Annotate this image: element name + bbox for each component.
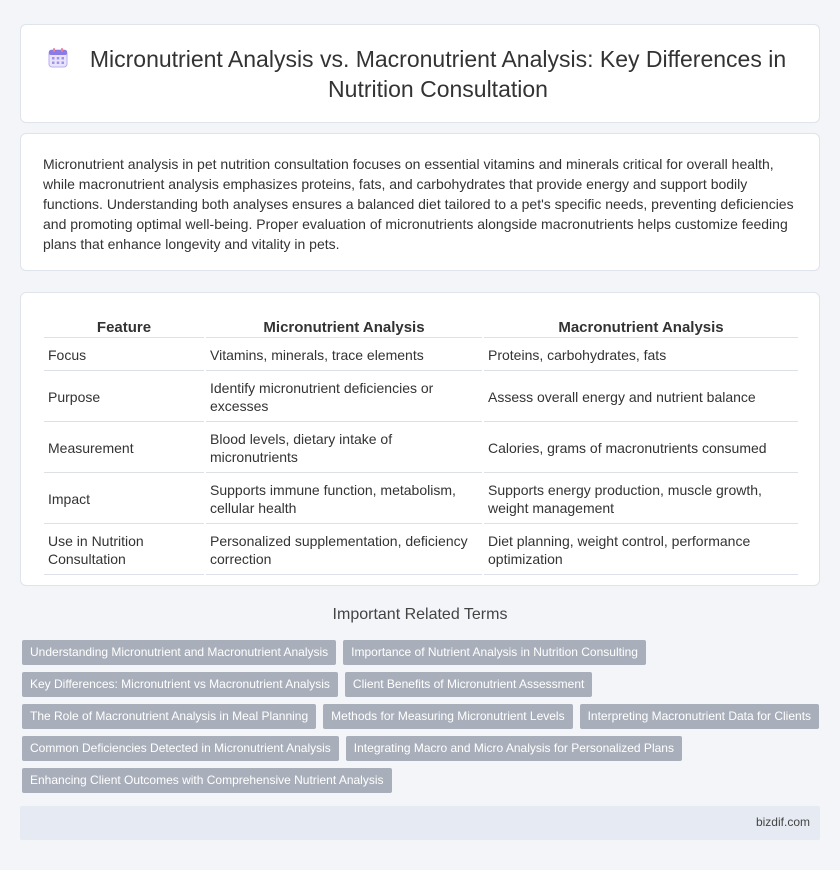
feature-cell: Purpose xyxy=(44,373,204,422)
related-term-link[interactable]: Interpreting Macronutrient Data for Clients xyxy=(580,704,819,729)
related-term-link[interactable]: Key Differences: Micronutrient vs Macronutrient Analysis xyxy=(22,672,338,697)
related-terms-heading: Important Related Terms xyxy=(332,606,508,623)
feature-cell: Impact xyxy=(44,475,204,524)
footer xyxy=(20,806,820,840)
micronutrient-cell: Blood levels, dietary intake of micronutrients xyxy=(206,424,482,473)
micronutrient-cell: Personalized supplementation, deficiency correction xyxy=(206,526,482,575)
related-term-link[interactable]: Methods for Measuring Micronutrient Levels xyxy=(323,704,572,729)
table-row xyxy=(44,373,798,422)
table-row xyxy=(44,340,798,371)
table-row xyxy=(44,424,798,473)
related-terms-list xyxy=(22,640,822,793)
table-row xyxy=(44,475,798,524)
related-term-link[interactable]: Client Benefits of Micronutrient Assessment xyxy=(345,672,592,697)
related-term-link[interactable]: Enhancing Client Outcomes with Comprehensive Nutrient Analysis xyxy=(22,768,392,793)
header-feature: Feature xyxy=(44,317,204,338)
intro-card xyxy=(20,133,820,271)
related-term-link[interactable]: The Role of Macronutrient Analysis in Meal Planning xyxy=(22,704,316,729)
header-macronutrient: Macronutrient Analysis xyxy=(484,317,798,338)
micronutrient-cell: Supports immune function, metabolism, cellular health xyxy=(206,475,482,524)
macronutrient-cell: Assess overall energy and nutrient balance xyxy=(484,373,798,422)
macronutrient-cell: Supports energy production, muscle growth, weight management xyxy=(484,475,798,524)
page-title: Micronutrient Analysis vs. Macronutrient Analysis: Key Differences in Nutrition Consultation xyxy=(89,45,787,102)
title-card xyxy=(20,24,820,123)
related-term-link[interactable]: Importance of Nutrient Analysis in Nutrition Consulting xyxy=(343,640,646,665)
macronutrient-cell: Diet planning, weight control, performance optimization xyxy=(484,526,798,575)
related-term-link[interactable]: Common Deficiencies Detected in Micronutrient Analysis xyxy=(22,736,339,761)
comparison-card xyxy=(20,292,820,586)
micronutrient-cell: Identify micronutrient deficiencies or excesses xyxy=(206,373,482,422)
feature-cell: Measurement xyxy=(44,424,204,473)
site-name[interactable]: bizdif.com xyxy=(755,815,810,829)
macronutrient-cell: Calories, grams of macronutrients consumed xyxy=(484,424,798,473)
intro-text: Micronutrient analysis in pet nutrition consultation focuses on essential vitamins and minerals critical for overall health, while macronutrient analysis emphasizes proteins, fats, and carbohydrates that provide energy and support bodily functions. Understanding both analyses ensures a balanced diet tailored to a pet's specific needs, preventing deficiencies and promoting optimal well-being. Proper evaluation of micronutrients alongside macronutrients helps customize feeding plans that enhance longevity and vitality in pets. xyxy=(43,156,794,252)
comparison-table xyxy=(42,315,800,577)
related-term-link[interactable]: Understanding Micronutrient and Macronutrient Analysis xyxy=(22,640,336,665)
macronutrient-cell: Proteins, carbohydrates, fats xyxy=(484,340,798,371)
table-row xyxy=(44,526,798,575)
feature-cell: Use in Nutrition Consultation xyxy=(44,526,204,575)
related-term-link[interactable]: Integrating Macro and Micro Analysis for Personalized Plans xyxy=(346,736,682,761)
micronutrient-cell: Vitamins, minerals, trace elements xyxy=(206,340,482,371)
header-micronutrient: Micronutrient Analysis xyxy=(206,317,482,338)
feature-cell: Focus xyxy=(44,340,204,371)
